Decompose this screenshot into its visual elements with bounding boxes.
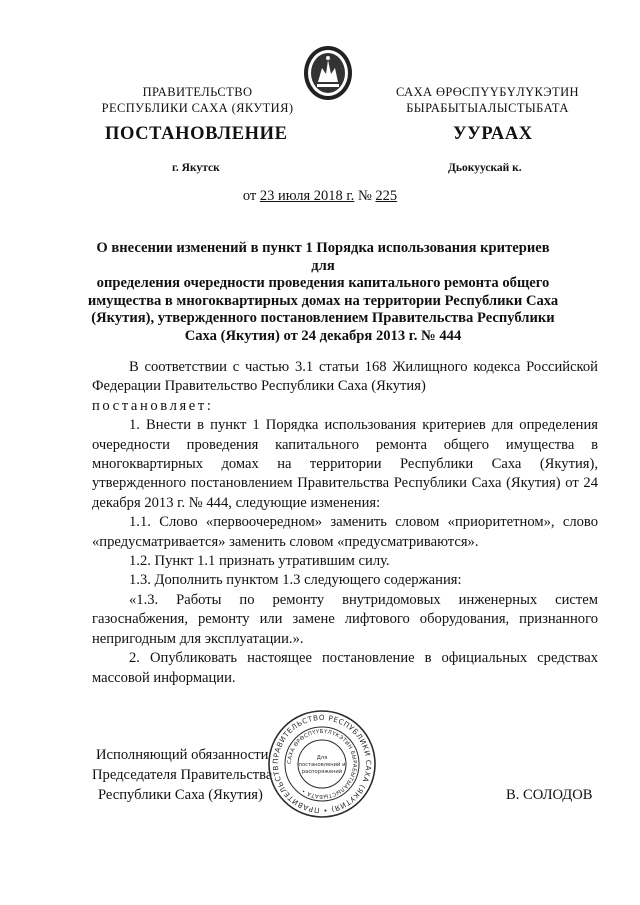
header-left-line1: ПРАВИТЕЛЬСТВО bbox=[142, 85, 253, 99]
city-sah: Дьокуускай к. bbox=[448, 162, 522, 174]
coat-of-arms-emblem bbox=[302, 44, 354, 102]
signature-line1: Исполняющий обязанности bbox=[96, 747, 269, 763]
heading-line: определения очередности проведения капитального ремонта общего bbox=[96, 275, 550, 292]
header-left bbox=[95, 84, 300, 116]
resolves-word: постановляет: bbox=[92, 397, 214, 414]
header-right bbox=[385, 84, 590, 116]
document-date: 23 июля 2018 г. bbox=[259, 188, 355, 204]
svg-text:САХА ӨРӨСПҮҮБҮЛҮКЭТИН БЫРАБЫТЫ: САХА ӨРӨСПҮҮБҮЛҮКЭТИН БЫРАБЫТЫАЛЫСТЫБАТА • bbox=[286, 728, 358, 800]
document-title-ru: ПОСТАНОВЛЕНИЕ bbox=[105, 124, 288, 144]
item-1-3: 1.3. Дополнить пунктом 1.3 следующего содержания: bbox=[129, 572, 462, 589]
number-sign: № bbox=[357, 188, 372, 204]
stamp-text-line: Для bbox=[316, 755, 328, 761]
header-right-line2: БЫРАБЫТЫАЛЫСТЫБАТА bbox=[406, 101, 569, 115]
stamp-text-line: постановлений и bbox=[298, 762, 346, 768]
city-ru: г. Якутск bbox=[172, 162, 220, 174]
document-body bbox=[92, 358, 598, 688]
stamp-text-line: распоряжений bbox=[301, 769, 343, 775]
heading-line: имущества в многоквартирных домах на территории Республики Саха bbox=[87, 292, 559, 309]
signatory-name: В. СОЛОДОВ bbox=[506, 787, 593, 803]
date-prefix: от bbox=[242, 188, 257, 204]
item-1-3-text: «1.3. Работы по ремонту внутридомовых инженерных систем газоснабжения, ремонту или замене лифтового оборудования, признанного непригодным для эксплуатации.». bbox=[92, 591, 598, 647]
signature-line3: Республики Саха (Якутия) bbox=[98, 787, 263, 803]
heading-line: (Якутия), утвержденного постановлением Правительства Республики bbox=[91, 310, 555, 327]
svg-text:ПРАВИТЕЛЬСТВО РЕСПУБЛИКИ САХА: ПРАВИТЕЛЬСТВО РЕСПУБЛИКИ САХА (ЯКУТИЯ) • ПРАВИТЕЛЬСТВ bbox=[270, 712, 374, 816]
document-heading bbox=[85, 240, 561, 346]
document-number: 225 bbox=[375, 188, 398, 204]
heading-line: Саха (Якутия) от 24 декабря 2013 г. № 444 bbox=[184, 327, 462, 344]
official-stamp bbox=[266, 708, 378, 825]
signature-line2: Председателя Правительства bbox=[92, 767, 273, 783]
item-2: 2. Опубликовать настоящее постановление в официальных средствах массовой информации. bbox=[92, 650, 598, 686]
item-1: 1. Внести в пункт 1 Порядка использования критериев для определения очередности проведения капитального ремонта общего имущества в многоквартирных домах на территории Республики Саха (Якутия), утвержденного постановлением Правительства Республики Саха (Якутия) от 24 декабря 2013 г. № 444, следующие изменения: bbox=[92, 417, 598, 511]
intro-paragraph: В соответствии с частью 3.1 статьи 168 Жилищного кодекса Российской Федерации Правительство Республики Саха (Якутия) bbox=[92, 359, 598, 395]
document-dateline bbox=[0, 188, 640, 205]
document-title-sah: УУРААХ bbox=[453, 124, 533, 144]
heading-line: О внесении изменений в пункт 1 Порядка использования критериев для bbox=[96, 240, 550, 274]
item-1-2: 1.2. Пункт 1.1 признать утратившим силу. bbox=[129, 553, 390, 570]
header-right-line1: САХА ӨРӨСПҮҮБҮЛҮКЭТИН bbox=[396, 85, 579, 99]
header-left-line2: РЕСПУБЛИКИ САХА (ЯКУТИЯ) bbox=[101, 101, 294, 115]
item-1-1: 1.1. Слово «первоочередном» заменить словом «приоритетном», слово «предусматривается» заменить словом «предусматриваются». bbox=[92, 514, 598, 550]
